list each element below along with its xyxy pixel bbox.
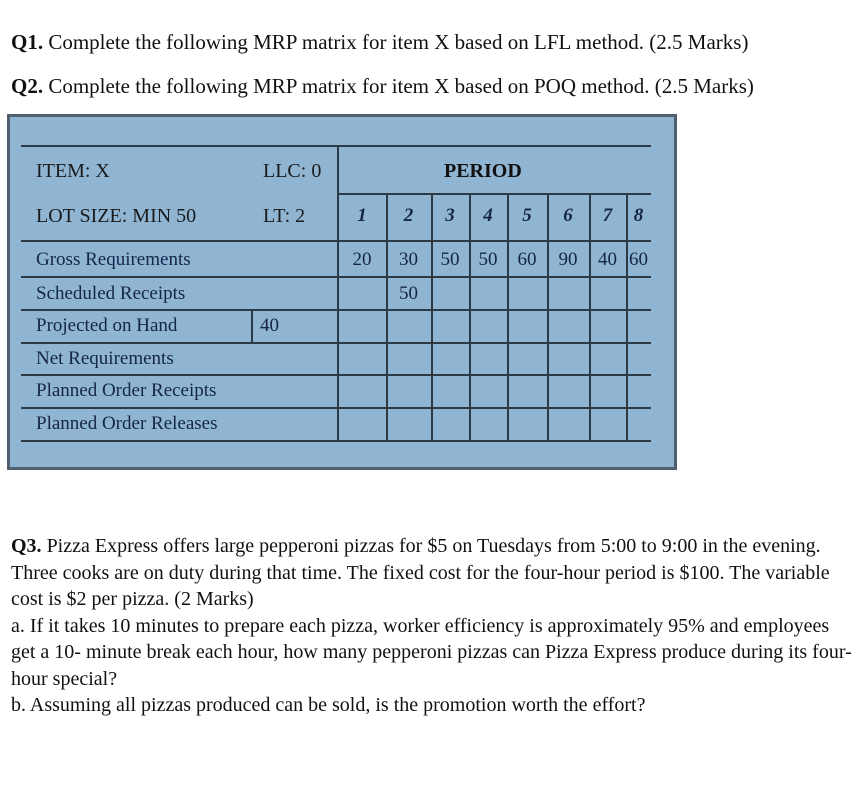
question-3-intro [11, 533, 856, 613]
matrix-cell-value: 90 [558, 249, 578, 270]
period-number: 2 [403, 205, 414, 226]
matrix-row-rule [21, 440, 651, 442]
row-label: Projected on Hand [36, 315, 178, 336]
matrix-row-rule [21, 309, 651, 311]
question-1 [11, 30, 748, 55]
matrix-vline-onhand [251, 309, 253, 342]
question-2-text: Complete the following MRP matrix for item X based on POQ method. (2.5 Marks) [43, 74, 754, 98]
question-3-label: Q3. [11, 535, 42, 557]
question-3-intro-text: Pizza Express offers large pepperoni pizzas for $5 on Tuesdays from 5:00 to 9:00 in the evening. Three cooks are on duty during that time. The fixed cost for the four-hour period is $100. The variable cost is $2 per pizza. (2 Marks) [11, 535, 830, 610]
period-number: 8 [633, 205, 644, 226]
matrix-vline-col [626, 193, 628, 442]
matrix-row-rule [21, 374, 651, 376]
matrix-rule-header [338, 193, 651, 195]
llc-label: LLC: 0 [263, 160, 322, 182]
matrix-vline-col [507, 193, 509, 442]
period-number: 7 [602, 205, 613, 226]
matrix-vline-col [589, 193, 591, 442]
matrix-top-rule [21, 145, 651, 147]
projected-on-hand-initial: 40 [260, 315, 279, 336]
row-label: Gross Requirements [36, 249, 191, 270]
matrix-vline-col [547, 193, 549, 442]
row-label: Net Requirements [36, 348, 174, 369]
period-title: PERIOD [444, 160, 522, 182]
question-3-part-a: a. If it takes 10 minutes to prepare each pizza, worker efficiency is approximately 95% and employees get a 10- minute break each hour, how many pepperoni pizzas can Pizza Express produce during its four-hour special? [11, 614, 852, 690]
matrix-cell-value: 50 [440, 249, 460, 270]
matrix-row-rule [21, 342, 651, 344]
matrix-vline-col [386, 193, 388, 442]
row-label: Scheduled Receipts [36, 283, 186, 304]
matrix-row-rule [21, 407, 651, 409]
lot-size-label: LOT SIZE: MIN 50 [36, 205, 197, 227]
matrix-cell-value: 40 [598, 249, 617, 270]
question-1-text: Complete the following MRP matrix for item X based on LFL method. (2.5 Marks) [43, 30, 749, 54]
row-label: Planned Order Receipts [36, 380, 217, 401]
matrix-vline-col [431, 193, 433, 442]
matrix-cell-value: 60 [629, 249, 648, 270]
matrix-vline-col [469, 193, 471, 442]
matrix-cell-value: 60 [517, 249, 537, 270]
matrix-cell-value: 50 [399, 283, 418, 304]
row-label: Planned Order Releases [36, 413, 218, 434]
matrix-cell-value: 50 [478, 249, 498, 270]
question-1-label: Q1. [11, 30, 44, 54]
question-2-label: Q2. [11, 74, 44, 98]
period-number: 4 [483, 205, 493, 226]
matrix-row-rule [21, 276, 651, 278]
mrp-matrix [7, 114, 677, 470]
matrix-cell-value: 20 [352, 249, 372, 270]
matrix-cell-value: 30 [399, 249, 418, 270]
lead-time-label: LT: 2 [263, 205, 306, 227]
matrix-rule-header-bottom [21, 240, 651, 242]
period-number: 1 [357, 205, 367, 226]
item-label: ITEM: X [36, 160, 110, 182]
question-2 [11, 74, 754, 99]
period-number: 6 [563, 205, 573, 226]
period-number: 3 [445, 205, 455, 226]
matrix-vline-period [337, 145, 339, 442]
period-number: 5 [522, 205, 532, 226]
question-3-part-b: b. Assuming all pizzas produced can be sold, is the promotion worth the effort? [11, 694, 646, 716]
question-3 [11, 533, 856, 719]
